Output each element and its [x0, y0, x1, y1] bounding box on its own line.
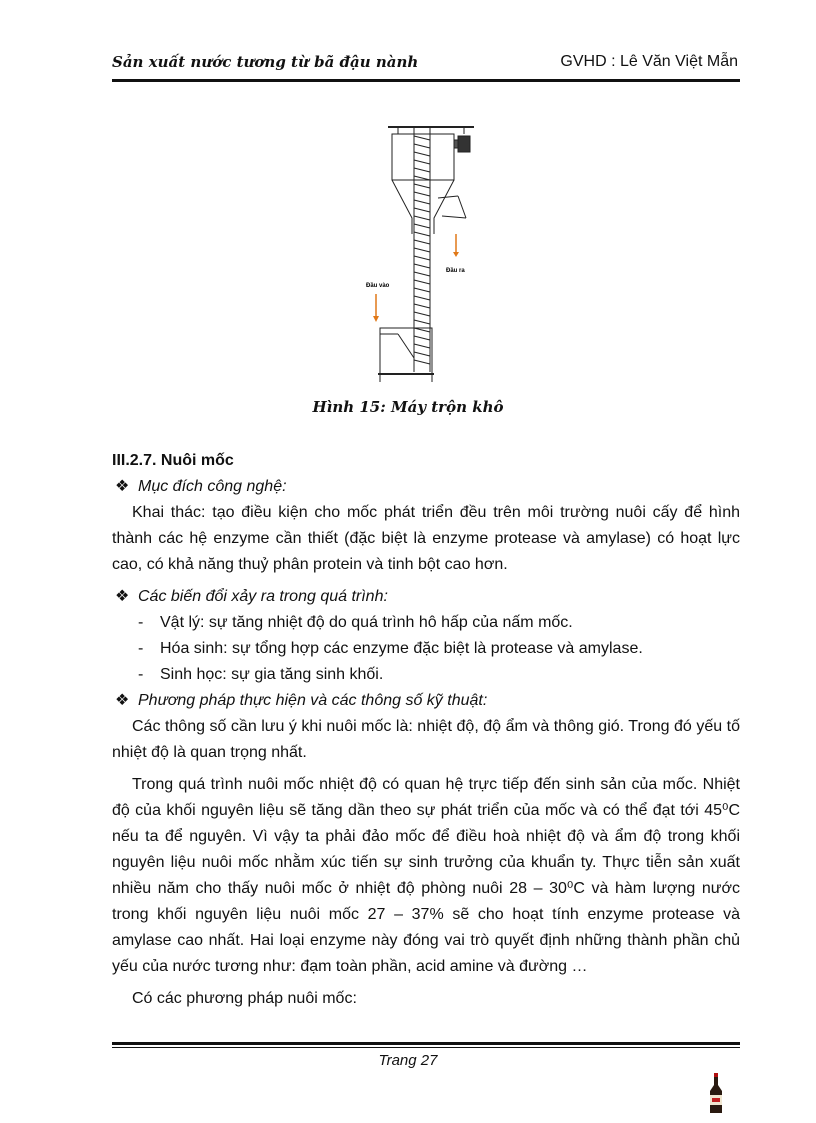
page-number: Trang 27 [378, 1052, 438, 1069]
method-paragraph-1: Các thông số cần lưu ý khi nuôi mốc là: nhiệt độ, độ ẩm và thông gió. Trong đó yếu tố nhiệt độ là quan trọng nhất. [112, 718, 740, 761]
method-title: ❖ Phương pháp thực hiện và các thông số kỹ thuật: [112, 688, 740, 714]
bullet-icon: ❖ [115, 692, 130, 709]
dry-mixer-diagram [354, 122, 494, 384]
figure-caption: Hình 15: Máy trộn khô [312, 398, 504, 416]
page-header-instructor: GVHD : Lê Văn Việt Mẫn [560, 53, 738, 70]
method-paragraph-2: Trong quá trình nuôi mốc nhiệt độ có quan hệ trực tiếp đến sinh sản của mốc. Nhiệt độ của khối nguyên liệu sẽ tăng dần theo sự phát triển của mốc và có thể đạt tới 45⁰C nếu ta để nguyên. Vì vậy ta phải đảo mốc để điều hoà nhiệt độ và ẩm độ trong khối nguyên liệu nuôi mốc nhằm xúc tiến sự sinh trưởng của khuẩn ty. Thực tiễn sản xuất nhiều năm cho thấy nuôi mốc ở nhiệt độ phòng nuôi 28 – 30⁰C và hàm lượng nước trong khối nguyên liệu nuôi mốc 27 – 37% sẽ cho hoạt tính enzyme protease và amylase cao nhất. Hai loại enzyme này đóng vai trò quyết định những thành phần chủ yếu của nước tương như: đạm toàn phần, acid amine và đường … [112, 776, 740, 975]
label-input: Đầu vào [366, 283, 390, 289]
bullet-icon: ❖ [115, 478, 130, 495]
main-content [112, 448, 740, 1012]
label-output: Đầu ra [446, 268, 465, 274]
purpose-text: Khai thác: tạo điều kiện cho mốc phát triển đều trên môi trường nuôi cấy để hình thành các hệ enzyme cần thiết (đặc biệt là enzyme protease và amylase) có hoạt lực cao, có khả năng thuỷ phân protein và tinh bột cao hơn. [112, 504, 740, 573]
changes-title: ❖ Các biến đổi xảy ra trong quá trình: [112, 584, 740, 610]
method-paragraph-3: Có các phương pháp nuôi mốc: [132, 990, 357, 1007]
bullet-icon: ❖ [115, 588, 130, 605]
soy-sauce-bottle-icon [706, 1073, 726, 1115]
change-item: - Sinh học: sự gia tăng sinh khối. [138, 666, 384, 683]
section-heading: III.2.7. Nuôi mốc [112, 452, 234, 469]
header-rule [112, 79, 740, 82]
purpose-title: ❖ Mục đích công nghệ: [112, 474, 740, 500]
footer-rule-thin [112, 1047, 740, 1048]
change-item: - Vật lý: sự tăng nhiệt độ do quá trình hô hấp của nấm mốc. [138, 614, 573, 631]
change-item: - Hóa sinh: sự tổng hợp các enzyme đặc biệt là protease và amylase. [138, 640, 643, 657]
footer-rule-thick [112, 1042, 740, 1045]
page-header-title: Sản xuất nước tương từ bã đậu nành [112, 53, 419, 71]
